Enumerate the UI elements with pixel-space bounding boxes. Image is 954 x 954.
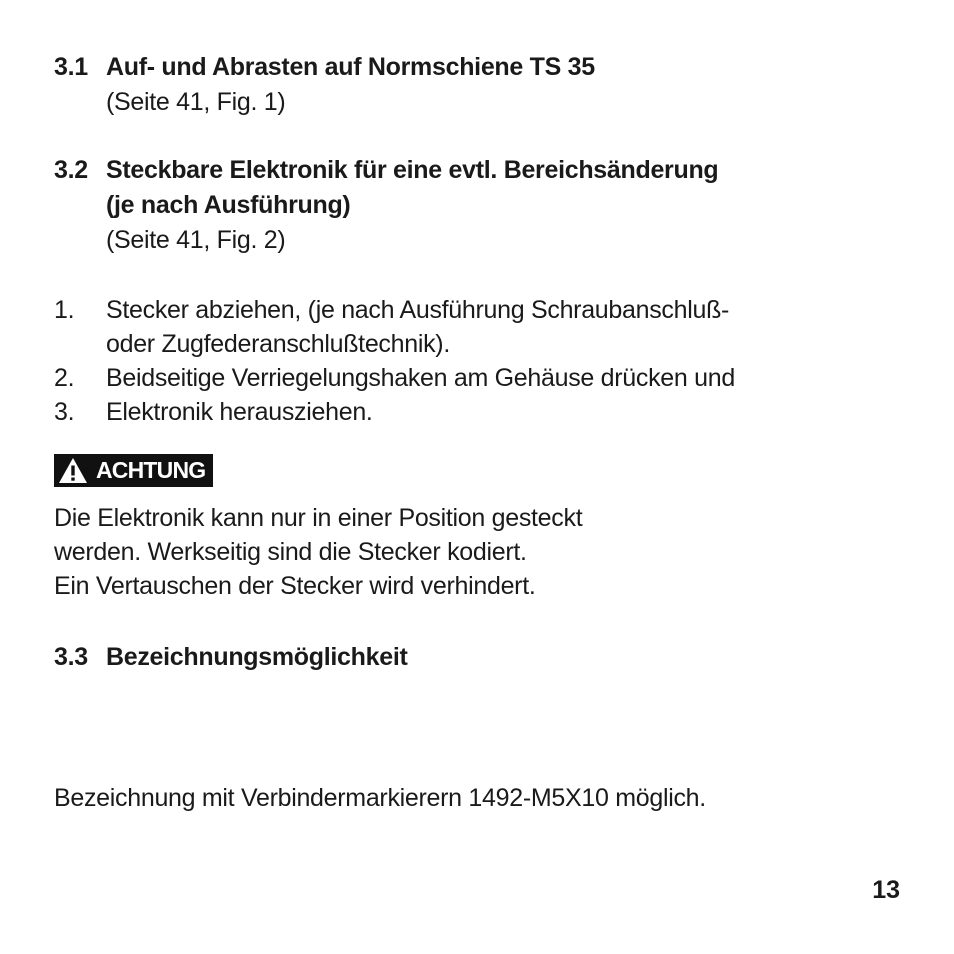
- list-item: [54, 293, 735, 361]
- warning-line-2: werden. Werkseitig sind die Stecker kodiert.: [54, 538, 527, 566]
- step-text-line-1: Stecker abziehen, (je nach Ausführung Schraubanschluß-: [106, 296, 730, 324]
- section-3-2-heading: [54, 153, 718, 223]
- section-title-line-1: Steckbare Elektronik für eine evtl. Bereichsänderung: [106, 156, 719, 184]
- list-item: [54, 395, 735, 429]
- section-title-line-2: (je nach Ausführung): [106, 191, 351, 219]
- list-item: [54, 361, 735, 395]
- section-3-3-heading: [54, 640, 408, 675]
- warning-label: ACHTUNG: [96, 457, 206, 483]
- section-number: 3.3: [54, 643, 88, 671]
- section-number: 3.2: [54, 156, 88, 184]
- step-text: [106, 293, 729, 361]
- section-title: Bezeichnungsmöglichkeit: [106, 643, 408, 671]
- section-number: 3.1: [54, 53, 88, 81]
- step-text-line-2: oder Zugfederanschlußtechnik).: [106, 330, 450, 358]
- warning-triangle-icon: [58, 457, 88, 484]
- steps-list: [54, 293, 735, 429]
- step-text: Elektronik herausziehen.: [106, 398, 373, 426]
- section-3-1-heading: [54, 50, 595, 85]
- figure-reference: (Seite 41, Fig. 1): [106, 88, 286, 116]
- section-title-block: [106, 153, 718, 223]
- step-number: 2.: [54, 364, 75, 392]
- step-number: 3.: [54, 398, 75, 426]
- step-text: Beidseitige Verriegelungshaken am Gehäuse drücken und: [106, 364, 735, 392]
- warning-line-1: Die Elektronik kann nur in einer Position gesteckt: [54, 504, 583, 532]
- section-3-2: [54, 153, 718, 258]
- warning-line-3: Ein Vertauschen der Stecker wird verhindert.: [54, 572, 536, 600]
- section-3-1: [54, 50, 595, 120]
- warning-text: [54, 501, 582, 603]
- page-number: 13: [872, 876, 900, 904]
- figure-reference: (Seite 41, Fig. 2): [106, 226, 286, 254]
- section-title: Auf- und Abrasten auf Normschiene TS 35: [106, 53, 595, 81]
- section-3-3: [54, 640, 408, 675]
- section-3-3-text: Bezeichnung mit Verbindermarkierern 1492-M5X10 möglich.: [54, 784, 706, 812]
- step-number: 1.: [54, 296, 75, 324]
- warning-badge: [54, 454, 213, 487]
